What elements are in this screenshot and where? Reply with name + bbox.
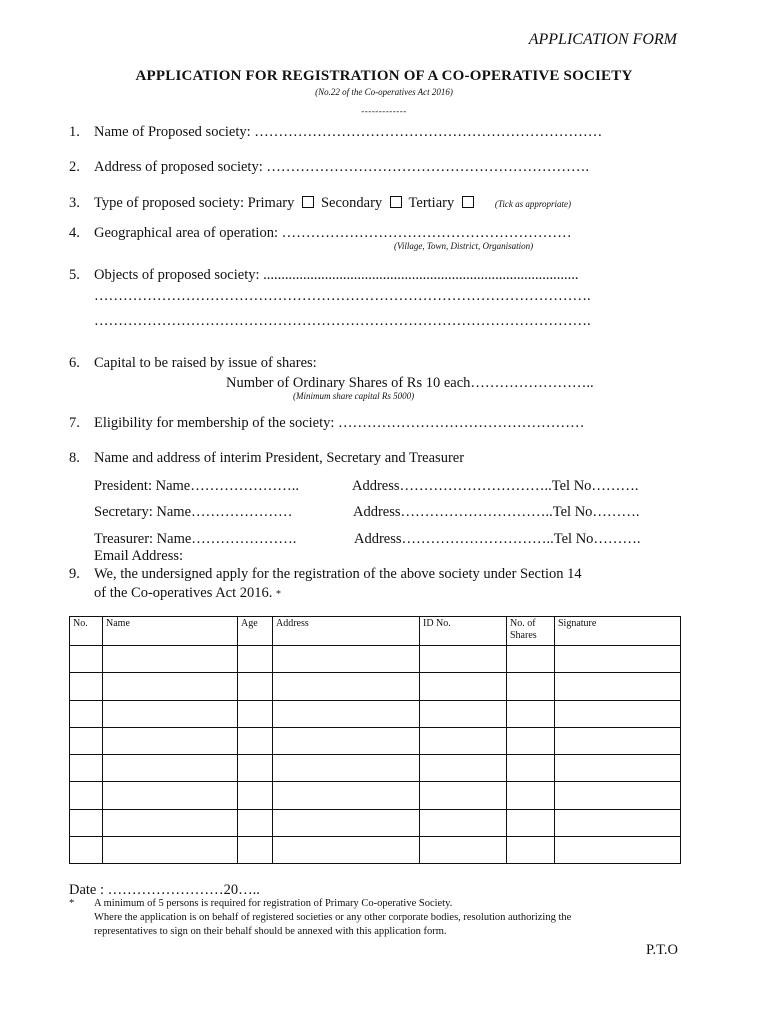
table-cell[interactable] (507, 700, 555, 727)
table-header-row (70, 617, 681, 646)
table-cell[interactable] (238, 673, 273, 700)
table-cell[interactable] (273, 727, 420, 754)
item-number: 4. (69, 225, 80, 241)
table-cell[interactable] (273, 646, 420, 673)
declaration-line-2: of the Co-operatives Act 2016. * (94, 585, 282, 601)
pto-label: P.T.O (646, 942, 678, 958)
table-row (70, 673, 681, 700)
footnote-line-3: representatives to sign on their behalf should be annexed with this application form. (94, 926, 447, 937)
table-cell[interactable] (273, 755, 420, 782)
item-6 (69, 355, 317, 372)
form-title: APPLICATION FOR REGISTRATION OF A CO-OPERATIVE SOCIETY (135, 68, 633, 84)
email-address-field[interactable]: Email Address: (94, 548, 184, 564)
table-row (70, 646, 681, 673)
option-tertiary-label: Tertiary (408, 195, 455, 211)
table-cell[interactable] (420, 700, 507, 727)
date-field[interactable]: Date : ……………………20….. (69, 882, 260, 898)
item-5 (69, 267, 579, 284)
objects-line-2[interactable]: …………………………………………………………………………………………. (94, 288, 591, 304)
table-body (70, 646, 681, 864)
secondary-checkbox[interactable] (390, 196, 402, 208)
table-cell[interactable] (555, 700, 681, 727)
type-label: Type of proposed society: (94, 195, 244, 211)
table-cell[interactable] (507, 673, 555, 700)
declaration-line-1: We, the undersigned apply for the registration of the above society under Section 14 (94, 566, 582, 582)
table-cell[interactable] (555, 755, 681, 782)
primary-checkbox[interactable] (302, 196, 314, 208)
item-number: 8. (69, 450, 80, 466)
table-cell[interactable] (507, 782, 555, 809)
table-cell[interactable] (273, 700, 420, 727)
table-cell[interactable] (70, 727, 103, 754)
table-cell[interactable] (238, 836, 273, 863)
table-cell[interactable] (238, 755, 273, 782)
item-9 (69, 566, 582, 583)
secretary-address-field[interactable]: Address…………………………..Tel No………. (353, 504, 640, 520)
treasurer-address-field[interactable]: Address…………………………..Tel No………. (354, 531, 641, 547)
table-cell[interactable] (70, 673, 103, 700)
col-id-header: ID No. (420, 617, 507, 646)
table-cell[interactable] (555, 836, 681, 863)
footnote-line-2: Where the application is on behalf of registered societies or any other corporate bodies, resolution authorizing the (94, 912, 572, 923)
geographical-area-field[interactable]: Geographical area of operation: …………………………………………………… (94, 225, 572, 241)
society-name-field[interactable]: Name of Proposed society: ……………………………………………………………… (94, 124, 603, 140)
secretary-name-field[interactable]: Secretary: Name………………… (94, 504, 293, 520)
table-cell[interactable] (555, 673, 681, 700)
col-shares-header: No. of Shares (507, 617, 555, 646)
table-cell[interactable] (555, 782, 681, 809)
table-cell[interactable] (103, 755, 238, 782)
table-cell[interactable] (507, 755, 555, 782)
table-cell[interactable] (420, 727, 507, 754)
table-cell[interactable] (103, 727, 238, 754)
table-cell[interactable] (420, 755, 507, 782)
table-cell[interactable] (273, 782, 420, 809)
form-subtitle: (No.22 of the Co-operatives Act 2016) (315, 87, 453, 97)
footnote-line-1: A minimum of 5 persons is required for registration of Primary Co-operative Society. (94, 898, 453, 909)
geographical-hint: (Village, Town, District, Organisation) (394, 241, 534, 251)
table-cell[interactable] (103, 646, 238, 673)
table-cell[interactable] (420, 646, 507, 673)
table-cell[interactable] (238, 809, 273, 836)
item-number: 9. (69, 566, 80, 582)
table-cell[interactable] (273, 836, 420, 863)
col-name-header: Name (103, 617, 238, 646)
item-number: 2. (69, 159, 80, 175)
option-primary-label: Primary (247, 195, 295, 211)
table-cell[interactable] (555, 646, 681, 673)
form-label: APPLICATION FORM (528, 31, 677, 48)
col-signature-header: Signature (555, 617, 681, 646)
ordinary-shares-field[interactable]: Number of Ordinary Shares of Rs 10 each…………………….. (226, 375, 594, 391)
table-cell[interactable] (420, 673, 507, 700)
item-number: 6. (69, 355, 80, 371)
capital-label: Capital to be raised by issue of shares: (94, 355, 317, 371)
table-cell[interactable] (103, 700, 238, 727)
table-cell[interactable] (70, 782, 103, 809)
table-row (70, 755, 681, 782)
table-cell[interactable] (238, 727, 273, 754)
society-address-field[interactable]: Address of proposed society: …………………………………………………………. (94, 159, 589, 175)
table-cell[interactable] (507, 809, 555, 836)
table-row (70, 782, 681, 809)
table-cell[interactable] (273, 673, 420, 700)
item-4 (69, 225, 572, 242)
table-row (70, 727, 681, 754)
table-row (70, 809, 681, 836)
tertiary-checkbox[interactable] (462, 196, 474, 208)
option-secondary-label: Secondary (320, 195, 383, 211)
table-cell[interactable] (103, 673, 238, 700)
footnote-star: * (69, 898, 75, 909)
table-cell[interactable] (238, 782, 273, 809)
table-cell[interactable] (238, 646, 273, 673)
item-number: 7. (69, 415, 80, 431)
item-3 (69, 195, 571, 212)
item-number: 5. (69, 267, 80, 283)
col-no-header: No. (70, 617, 103, 646)
table-cell[interactable] (507, 836, 555, 863)
members-table (69, 616, 681, 864)
table-cell[interactable] (507, 646, 555, 673)
treasurer-name-field[interactable]: Treasurer: Name…………………. (94, 531, 297, 547)
item-number: 1. (69, 124, 80, 140)
table-cell[interactable] (420, 836, 507, 863)
table-cell[interactable] (238, 700, 273, 727)
item-number: 3. (69, 195, 80, 211)
table-cell[interactable] (555, 727, 681, 754)
item-2 (69, 159, 589, 176)
president-address-field[interactable]: Address…………………………..Tel No………. (352, 478, 639, 494)
eligibility-field[interactable]: Eligibility for membership of the society: …………………………………………… (94, 415, 585, 431)
table-cell[interactable] (70, 809, 103, 836)
table-cell[interactable] (103, 809, 238, 836)
table-cell[interactable] (70, 700, 103, 727)
tick-hint: (Tick as appropriate) (494, 199, 572, 209)
table-cell[interactable] (70, 646, 103, 673)
item-8 (69, 450, 464, 467)
table-cell[interactable] (507, 727, 555, 754)
item-1 (69, 124, 602, 141)
item-7 (69, 415, 585, 432)
table-cell[interactable] (420, 782, 507, 809)
table-cell[interactable] (103, 836, 238, 863)
footnote-mark: * (276, 589, 282, 600)
col-address-header: Address (273, 617, 420, 646)
title-separator: ------------- (361, 106, 407, 116)
table-cell[interactable] (555, 809, 681, 836)
objects-field[interactable]: Objects of proposed society: ....................................................................................... (94, 267, 579, 283)
minimum-capital-hint: (Minimum share capital Rs 5000) (293, 391, 415, 401)
officers-label: Name and address of interim President, Secretary and Treasurer (94, 450, 465, 466)
table-cell[interactable] (103, 782, 238, 809)
table-cell[interactable] (70, 755, 103, 782)
table-cell[interactable] (70, 836, 103, 863)
table-row (70, 700, 681, 727)
table-row (70, 836, 681, 863)
col-age-header: Age (238, 617, 273, 646)
table-cell[interactable] (273, 809, 420, 836)
president-name-field[interactable]: President: Name………………….. (94, 478, 299, 494)
objects-line-3[interactable]: …………………………………………………………………………………………. (94, 313, 591, 329)
table-cell[interactable] (420, 809, 507, 836)
